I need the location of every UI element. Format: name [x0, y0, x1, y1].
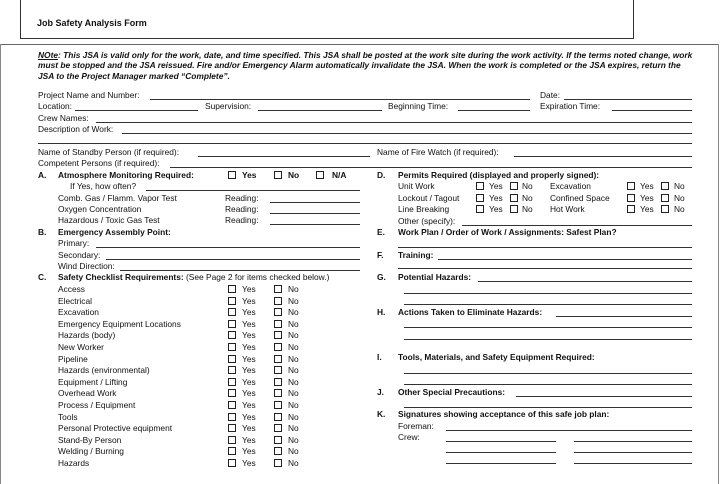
crew-names-label: Crew Names:: [38, 113, 89, 123]
checklist-no-label: No: [288, 423, 299, 434]
section-a-often-label: If Yes, how often?: [70, 181, 137, 191]
checklist-no-label: No: [288, 411, 299, 422]
section-k-letter: K.: [377, 409, 386, 419]
crew-signature-1[interactable]: [446, 441, 556, 442]
permit-right-yes-label: Yes: [640, 181, 654, 191]
checklist-no-checkbox[interactable]: [274, 436, 282, 444]
checklist-no-checkbox[interactable]: [274, 447, 282, 455]
crew-signature-2[interactable]: [574, 441, 692, 442]
test-reading-label-2: Reading:: [225, 204, 259, 214]
permit-right-yes-label: Yes: [640, 204, 654, 215]
permit-left-yes-label: Yes: [489, 204, 503, 215]
section-h-letter: H.: [377, 307, 386, 317]
section-a-often-field[interactable]: [146, 190, 360, 191]
checklist-no-label: No: [288, 376, 299, 387]
permit-right-no-label: No: [674, 192, 685, 203]
section-a-no-checkbox[interactable]: [274, 171, 282, 179]
crew-signature-3[interactable]: [446, 452, 556, 453]
checklist-yes-checkbox[interactable]: [228, 320, 236, 328]
checklist-no-label: No: [288, 434, 299, 445]
checklist-no-checkbox[interactable]: [274, 389, 282, 397]
checklist-no-label: No: [288, 318, 299, 329]
checklist-no-label: No: [288, 353, 299, 364]
section-c-title: Safety Checklist Requirements:: [58, 272, 184, 282]
checklist-no-checkbox[interactable]: [274, 424, 282, 432]
checklist-no-label: No: [288, 365, 299, 376]
permit-right-no-checkbox[interactable]: [661, 205, 669, 213]
section-a-letter: A.: [38, 170, 47, 180]
checklist-no-checkbox[interactable]: [274, 401, 282, 409]
note-text: : This JSA is valid only for the work, date, and time specified. This JSA shall be posted at the work site during the work activity. If the terms noted change, work must be stopped and the JSA reissued. Fire and/or Emergency Alarm automatically invalidate the JSA. When the work is completed or the JSA expires, return the JSA to the Project Manager marked “Complete”.: [38, 50, 693, 81]
checklist-no-label: No: [288, 284, 299, 294]
checklist-yes-checkbox[interactable]: [228, 401, 236, 409]
crew-signature-4[interactable]: [574, 452, 692, 453]
checklist-yes-label: Yes: [242, 365, 256, 376]
test-reading-label-3: Reading:: [225, 215, 259, 225]
section-e-field-1[interactable]: [398, 247, 692, 248]
permit-left-label: Line Breaking: [398, 204, 450, 215]
permit-left-yes-checkbox[interactable]: [476, 194, 484, 202]
section-a-na-label: N/A: [332, 170, 347, 180]
section-j-field-2[interactable]: [404, 407, 692, 408]
checklist-yes-checkbox[interactable]: [228, 447, 236, 455]
checklist-yes-label: Yes: [242, 458, 256, 468]
test-reading-field-2[interactable]: [270, 213, 360, 214]
page-border-left: [0, 44, 1, 484]
checklist-item-label: Pipeline: [58, 353, 88, 364]
test-reading-field-1[interactable]: [270, 202, 360, 203]
checklist-yes-checkbox[interactable]: [228, 413, 236, 421]
section-g-field-3[interactable]: [404, 304, 692, 305]
checklist-no-checkbox[interactable]: [274, 308, 282, 316]
permit-left-yes-checkbox[interactable]: [476, 182, 484, 190]
permit-left-no-checkbox[interactable]: [510, 194, 518, 202]
section-a-title: Atmosphere Monitoring Required:: [58, 170, 194, 180]
test-name-2: Oxygen Concentration: [58, 204, 142, 214]
supervision-label: Supervision:: [205, 101, 252, 111]
test-reading-field-3[interactable]: [270, 224, 360, 225]
expiration-time-label: Expiration Time:: [540, 101, 601, 111]
permit-left-label: Unit Work: [398, 181, 435, 191]
crew-signature-6[interactable]: [574, 463, 692, 464]
checklist-yes-checkbox[interactable]: [228, 424, 236, 432]
section-g-field-1[interactable]: [478, 281, 692, 282]
checklist-no-checkbox[interactable]: [274, 378, 282, 386]
permit-left-yes-label: Yes: [489, 181, 503, 191]
permit-other-field[interactable]: [462, 225, 692, 226]
checklist-no-checkbox[interactable]: [274, 355, 282, 363]
note-paragraph: [38, 50, 698, 81]
assembly-secondary-label: Secondary:: [58, 250, 101, 260]
checklist-yes-label: Yes: [242, 400, 256, 410]
standby-label: Name of Standby Person (if required):: [38, 147, 180, 157]
permit-right-no-checkbox[interactable]: [661, 194, 669, 202]
section-f-field-1[interactable]: [438, 259, 692, 260]
section-h-field-3[interactable]: [404, 339, 692, 340]
checklist-no-label: No: [288, 400, 299, 410]
section-h-field-2[interactable]: [404, 327, 692, 328]
checklist-no-checkbox[interactable]: [274, 413, 282, 421]
test-reading-label-1: Reading:: [225, 193, 259, 203]
wind-direction-field[interactable]: [120, 270, 360, 271]
checklist-yes-checkbox[interactable]: [228, 308, 236, 316]
page-border-right: [718, 44, 719, 484]
section-a-na-checkbox[interactable]: [316, 171, 324, 179]
test-name-3: Hazardous / Toxic Gas Test: [58, 215, 160, 225]
checklist-item-label: Electrical: [58, 295, 92, 306]
crew-label: Crew:: [398, 432, 420, 442]
fire-watch-label: Name of Fire Watch (if required):: [377, 147, 499, 157]
permit-left-yes-label: Yes: [489, 192, 503, 203]
section-i-field-2[interactable]: [404, 384, 692, 385]
checklist-item-label: Hazards: [58, 458, 90, 468]
permit-right-yes-checkbox[interactable]: [627, 182, 635, 190]
competent-label: Competent Persons (if required):: [38, 158, 160, 168]
note-label: NOte: [38, 50, 59, 60]
section-g-letter: G.: [377, 272, 386, 282]
checklist-yes-label: Yes: [242, 376, 256, 387]
checklist-yes-label: Yes: [242, 353, 256, 364]
checklist-item-label: Stand-By Person: [58, 434, 122, 445]
description-field-line-2[interactable]: [38, 143, 692, 144]
checklist-yes-label: Yes: [242, 318, 256, 329]
checklist-yes-checkbox[interactable]: [228, 343, 236, 351]
checklist-no-checkbox[interactable]: [274, 343, 282, 351]
permit-left-no-checkbox[interactable]: [510, 182, 518, 190]
permit-right-label: Hot Work: [550, 204, 585, 215]
crew-names-field[interactable]: [96, 122, 692, 123]
checklist-no-label: No: [288, 342, 299, 352]
permit-left-label: Lockout / Tagout: [398, 192, 460, 203]
section-h-title: Actions Taken to Eliminate Hazards:: [398, 307, 543, 317]
checklist-item-label: Emergency Equipment Locations: [58, 318, 181, 329]
checklist-yes-label: Yes: [242, 330, 256, 341]
permit-left-no-label: No: [522, 192, 533, 203]
checklist-no-checkbox[interactable]: [274, 459, 282, 467]
standby-field[interactable]: [198, 156, 370, 157]
checklist-yes-checkbox[interactable]: [228, 285, 236, 293]
checklist-yes-checkbox[interactable]: [228, 331, 236, 339]
checklist-yes-label: Yes: [242, 295, 256, 306]
section-i-title: Tools, Materials, and Safety Equipment Required:: [398, 352, 595, 362]
permit-left-no-label: No: [522, 181, 533, 191]
section-g-title: Potential Hazards:: [398, 272, 472, 282]
project-label: Project Name and Number:: [38, 90, 140, 100]
checklist-yes-label: Yes: [242, 342, 256, 352]
checklist-yes-checkbox[interactable]: [228, 436, 236, 444]
checklist-yes-label: Yes: [242, 284, 256, 294]
checklist-yes-checkbox[interactable]: [228, 355, 236, 363]
checklist-no-checkbox[interactable]: [274, 297, 282, 305]
permit-other-label: Other (specify):: [398, 216, 456, 226]
checklist-yes-checkbox[interactable]: [228, 389, 236, 397]
section-a-yes-checkbox[interactable]: [228, 171, 236, 179]
foreman-label: Foreman:: [398, 421, 434, 431]
permit-right-label: Confined Space: [550, 192, 610, 203]
checklist-no-label: No: [288, 458, 299, 468]
section-i-field-1[interactable]: [404, 373, 692, 374]
checklist-yes-label: Yes: [242, 434, 256, 445]
wind-direction-label: Wind Direction:: [58, 261, 115, 271]
section-b-letter: B.: [38, 227, 47, 237]
checklist-yes-label: Yes: [242, 411, 256, 422]
permit-right-yes-checkbox[interactable]: [627, 194, 635, 202]
beginning-time-field[interactable]: [458, 110, 530, 111]
fire-watch-field[interactable]: [514, 156, 692, 157]
section-e-title: Work Plan / Order of Work / Assignments: Safest Plan?: [398, 227, 617, 237]
assembly-secondary-field[interactable]: [106, 259, 360, 260]
checklist-no-checkbox[interactable]: [274, 366, 282, 374]
section-f-field-2[interactable]: [398, 268, 692, 269]
crew-signature-5[interactable]: [446, 463, 556, 464]
checklist-yes-checkbox[interactable]: [228, 297, 236, 305]
assembly-primary-field[interactable]: [96, 247, 360, 248]
checklist-no-label: No: [288, 446, 299, 457]
checklist-item-label: Process / Equipment: [58, 400, 136, 410]
section-d-letter: D.: [377, 170, 386, 180]
checklist-no-checkbox[interactable]: [274, 285, 282, 293]
description-label: Description of Work:: [38, 124, 114, 134]
section-a-yes-label: Yes: [242, 170, 257, 180]
checklist-item-label: Personal Protective equipment: [58, 423, 173, 434]
checklist-item-label: Hazards (body): [58, 330, 116, 341]
section-i-letter: I.: [377, 352, 382, 362]
permit-right-label: Excavation: [550, 181, 591, 191]
permit-right-yes-label: Yes: [640, 192, 654, 203]
section-c-subtitle: (See Page 2 for items checked below.): [186, 272, 330, 282]
checklist-yes-label: Yes: [242, 423, 256, 434]
checklist-item-label: Access: [58, 284, 85, 294]
checklist-yes-checkbox[interactable]: [228, 366, 236, 374]
section-b-title: Emergency Assembly Point:: [58, 227, 171, 237]
location-label: Location:: [38, 101, 72, 111]
checklist-no-label: No: [288, 295, 299, 306]
assembly-primary-label: Primary:: [58, 238, 90, 248]
checklist-no-checkbox[interactable]: [274, 331, 282, 339]
date-field[interactable]: [564, 99, 692, 100]
section-h-field-1[interactable]: [556, 316, 692, 317]
location-field[interactable]: [75, 110, 198, 111]
section-k-title: Signatures showing acceptance of this safe job plan:: [398, 409, 610, 419]
section-e-letter: E.: [377, 227, 385, 237]
section-g-field-2[interactable]: [404, 293, 692, 294]
permit-left-yes-checkbox[interactable]: [476, 205, 484, 213]
permit-right-no-label: No: [674, 204, 685, 215]
checklist-yes-label: Yes: [242, 307, 256, 318]
supervision-field[interactable]: [258, 110, 382, 111]
permit-right-no-checkbox[interactable]: [661, 182, 669, 190]
section-c-letter: C.: [38, 272, 47, 282]
project-field[interactable]: [150, 99, 530, 100]
permit-right-yes-checkbox[interactable]: [627, 205, 635, 213]
beginning-time-label: Beginning Time:: [388, 101, 449, 111]
test-name-1: Comb. Gas / Flamm. Vapor Test: [58, 193, 177, 203]
form-title: Job Safety Analysis Form: [37, 18, 147, 28]
permit-left-no-label: No: [522, 204, 533, 215]
section-j-field-1[interactable]: [516, 396, 692, 397]
checklist-item-label: Equipment / Lifting: [58, 376, 128, 387]
checklist-item-label: Tools: [58, 411, 78, 422]
checklist-item-label: New Worker: [58, 342, 104, 352]
checklist-no-label: No: [288, 330, 299, 341]
section-a-no-label: No: [288, 170, 300, 180]
foreman-field[interactable]: [446, 430, 692, 431]
checklist-item-label: Welding / Burning: [58, 446, 124, 457]
permit-left-no-checkbox[interactable]: [510, 205, 518, 213]
section-d-title: Permits Required (displayed and properly signed):: [398, 170, 600, 180]
expiration-time-field[interactable]: [612, 110, 692, 111]
checklist-yes-label: Yes: [242, 446, 256, 457]
checklist-no-checkbox[interactable]: [274, 320, 282, 328]
checklist-yes-checkbox[interactable]: [228, 459, 236, 467]
checklist-item-label: Excavation: [58, 307, 99, 318]
header-rule: [0, 44, 719, 45]
checklist-item-label: Overhead Work: [58, 388, 117, 399]
section-c-heading: [58, 272, 329, 282]
checklist-no-label: No: [288, 388, 299, 399]
checklist-yes-label: Yes: [242, 388, 256, 399]
description-field-line-1[interactable]: [122, 133, 692, 134]
section-j-letter: J.: [377, 387, 384, 397]
date-label: Date:: [540, 90, 561, 100]
permit-right-no-label: No: [674, 181, 685, 191]
checklist-yes-checkbox[interactable]: [228, 378, 236, 386]
section-f-letter: F.: [377, 250, 384, 260]
competent-field[interactable]: [170, 167, 692, 168]
section-f-title: Training:: [398, 250, 434, 260]
section-j-title: Other Special Precautions:: [398, 387, 506, 397]
checklist-item-label: Hazards (environmental): [58, 365, 150, 376]
checklist-no-label: No: [288, 307, 299, 318]
